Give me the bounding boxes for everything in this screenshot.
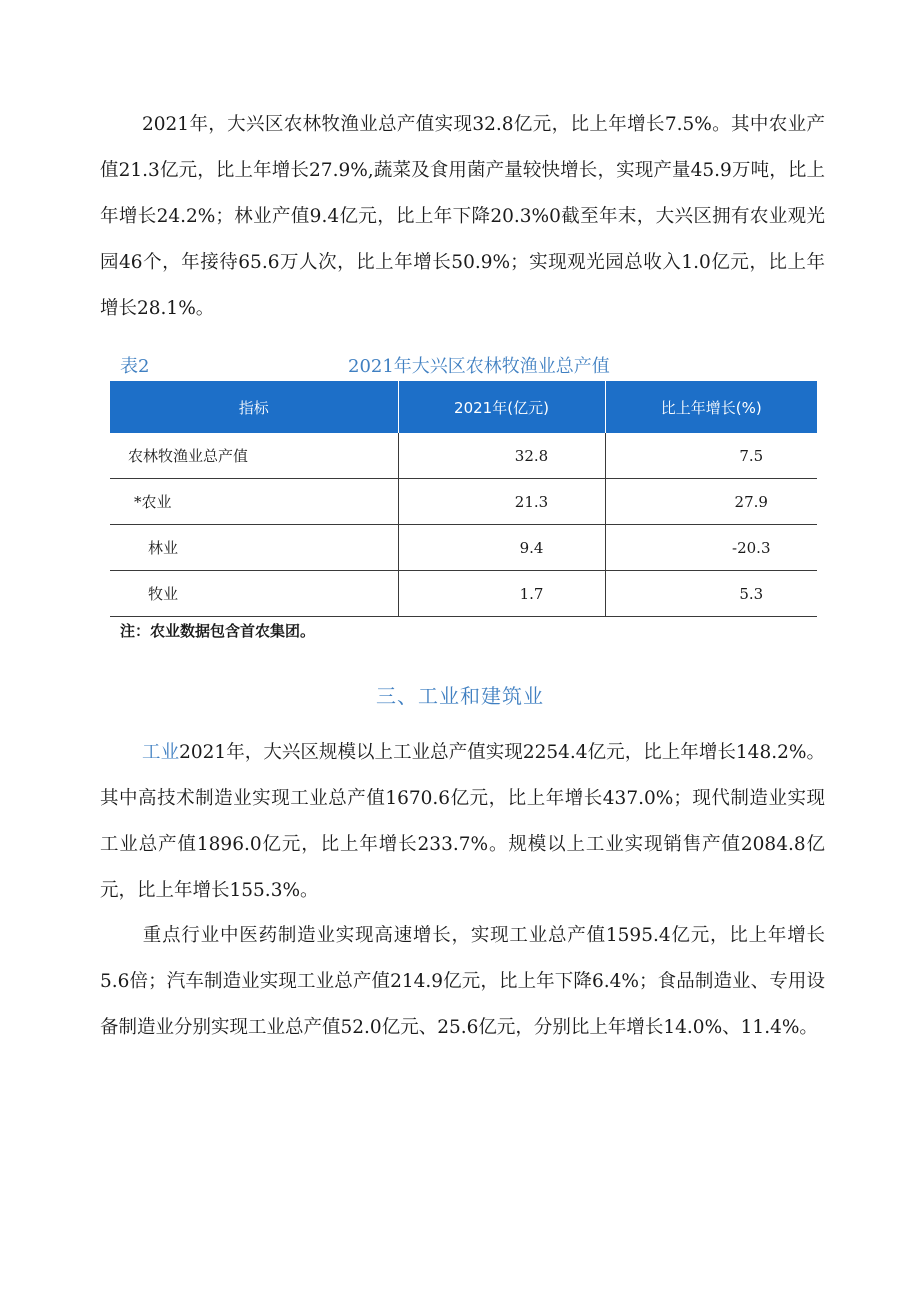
table-row xyxy=(110,571,817,617)
row-name: 牧业 xyxy=(110,571,398,617)
row-name: *农业 xyxy=(110,479,398,525)
paragraph-industry xyxy=(100,730,825,914)
header-growth: 比上年增长(%) xyxy=(605,381,817,433)
paragraph-agriculture xyxy=(100,102,825,332)
row-name: 农林牧渔业总产值 xyxy=(110,433,398,479)
section-heading: 三、工业和建筑业 xyxy=(376,684,544,708)
table-row xyxy=(110,433,817,479)
table-number: 表2 xyxy=(120,356,150,377)
row-growth: -20.3 xyxy=(605,525,817,571)
row-value: 21.3 xyxy=(398,479,605,525)
table-caption xyxy=(120,352,820,382)
table-title: 2021年大兴区农林牧渔业总产值 xyxy=(348,356,610,377)
industry-keyword: 工业 xyxy=(142,742,180,763)
row-growth: 7.5 xyxy=(605,433,817,479)
paragraph-agriculture-text: 2021年，大兴区农林牧渔业总产值实现32.8亿元，比上年增长7.5%。其中农业产值21.3亿元，比上年增长27.9%,蔬菜及食用菌产量较快增长，实现产量45.9万吨，比上年增长24.2%；林业产值9.4亿元，比上年下降20.3%0截至年末，大兴区拥有农业观光园46个，年接待65.6万人次，比上年增长50.9%；实现观光园总收入1.0亿元，比上年增长28.1%。 xyxy=(100,114,825,319)
paragraph-key-industries xyxy=(100,913,825,1051)
paragraph-industry-text: 2021年，大兴区规模以上工业总产值实现2254.4亿元，比上年增长148.2%。其中高技术制造业实现工业总产值1670.6亿元，比上年增长437.0%；现代制造业实现工业总产值1896.0亿元，比上年增长233.7%。规模以上工业实现销售产值2084.8亿元，比上年增长155.3%。 xyxy=(100,742,825,901)
table-row xyxy=(110,525,817,571)
row-name: 林业 xyxy=(110,525,398,571)
table-note: 注：农业数据包含首农集团。 xyxy=(120,622,316,640)
table-header-row xyxy=(110,381,817,433)
table-row xyxy=(110,479,817,525)
header-indicator: 指标 xyxy=(110,381,398,433)
agriculture-output-table xyxy=(110,381,817,617)
paragraph-key-industries-text: 重点行业中医药制造业实现高速增长，实现工业总产值1595.4亿元，比上年增长5.6倍；汽车制造业实现工业总产值214.9亿元，比上年下降6.4%；食品制造业、专用设备制造业分别实现工业总产值52.0亿元、25.6亿元，分别比上年增长14.0%、11.4%。 xyxy=(100,925,825,1038)
row-value: 1.7 xyxy=(398,571,605,617)
row-growth: 5.3 xyxy=(605,571,817,617)
row-value: 32.8 xyxy=(398,433,605,479)
header-value-2021: 2021年(亿元) xyxy=(398,381,605,433)
row-growth: 27.9 xyxy=(605,479,817,525)
row-value: 9.4 xyxy=(398,525,605,571)
